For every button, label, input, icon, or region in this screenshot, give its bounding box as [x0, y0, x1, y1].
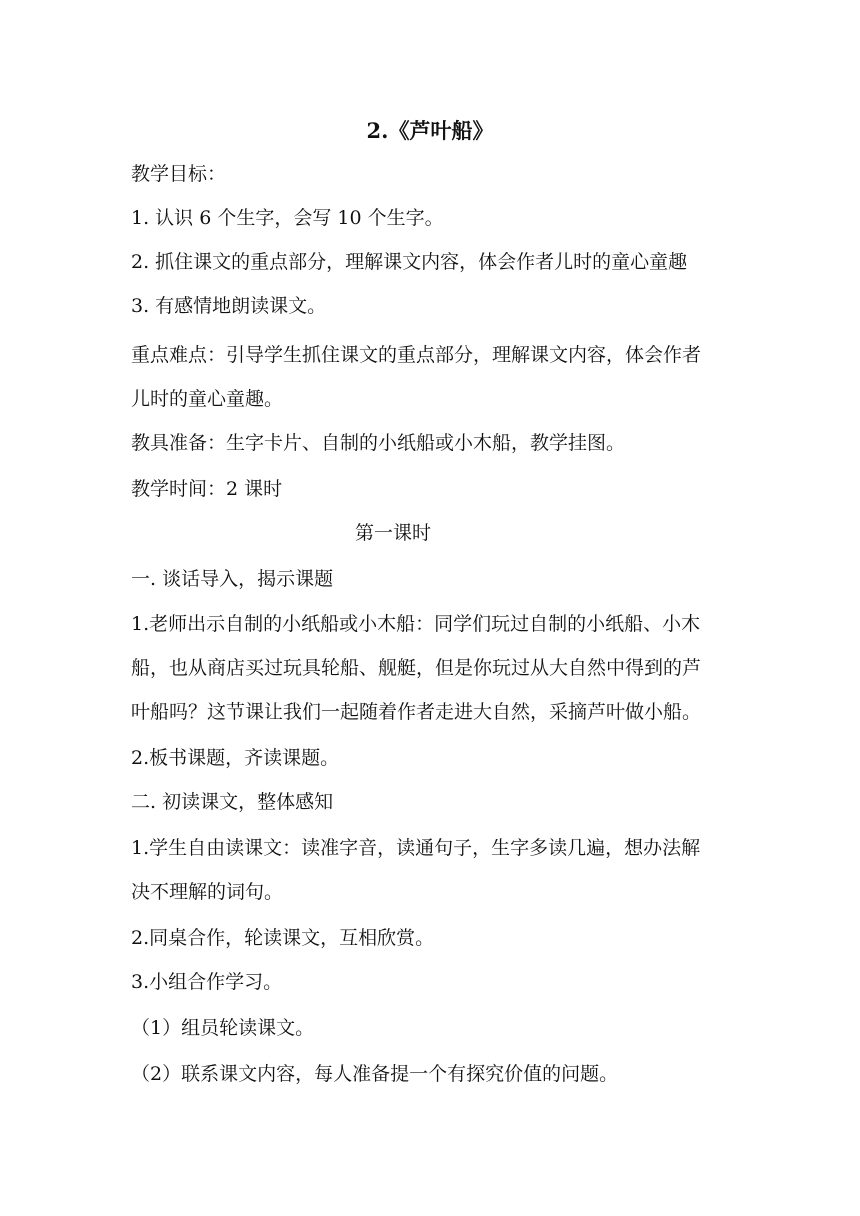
- document-title: 2.《芦叶船》: [366, 118, 494, 143]
- goal-item-2: 2. 抓住课文的重点部分，理解课文内容，体会作者儿时的童心童趣: [131, 251, 688, 273]
- paragraph-4: 2.同桌合作，轮读课文，互相欣赏。: [131, 927, 435, 949]
- sub-item-2: （2）联系课文内容，每人准备提一个有探究价值的问题。: [131, 1063, 619, 1085]
- sub-item-1: （1）组员轮读课文。: [131, 1017, 315, 1039]
- teaching-aids: 教具准备：生字卡片、自制的小纸船或小木船，教学挂图。: [131, 432, 626, 454]
- paragraph-1-line-2: 船，也从商店买过玩具轮船、舰艇，但是你玩过从大自然中得到的芦: [131, 657, 702, 679]
- paragraph-1-line-1: 1.老师出示自制的小纸船或小木船：同学们玩过自制的小纸船、小木: [131, 613, 701, 635]
- teaching-time: 教学时间：2 课时: [131, 478, 283, 500]
- paragraph-1-line-3: 叶船吗？这节课让我们一起随着作者走进大自然，采摘芦叶做小船。: [131, 701, 702, 723]
- paragraph-2: 2.板书课题，齐读课题。: [131, 747, 340, 769]
- key-difficulties-line-2: 儿时的童心童趣。: [131, 388, 284, 410]
- goal-item-1: 1. 认识 6 个生字，会写 10 个生字。: [131, 207, 444, 229]
- paragraph-3-line-1: 1.学生自由读课文：读准字音，读通句子，生字多读几遍，想办法解: [131, 837, 701, 859]
- lesson-heading: 第一课时: [354, 522, 431, 544]
- paragraph-3-line-2: 决不理解的词句。: [131, 881, 284, 903]
- section-heading-1: 一. 谈话导入，揭示课题: [131, 568, 334, 590]
- paragraph-5: 3.小组合作学习。: [131, 971, 283, 993]
- goal-item-3: 3. 有感情地朗读课文。: [131, 295, 327, 317]
- key-difficulties-line-1: 重点难点：引导学生抓住课文的重点部分，理解课文内容，体会作者: [131, 344, 702, 366]
- teaching-goals-heading: 教学目标：: [131, 163, 227, 185]
- section-heading-2: 二. 初读课文，整体感知: [131, 791, 334, 813]
